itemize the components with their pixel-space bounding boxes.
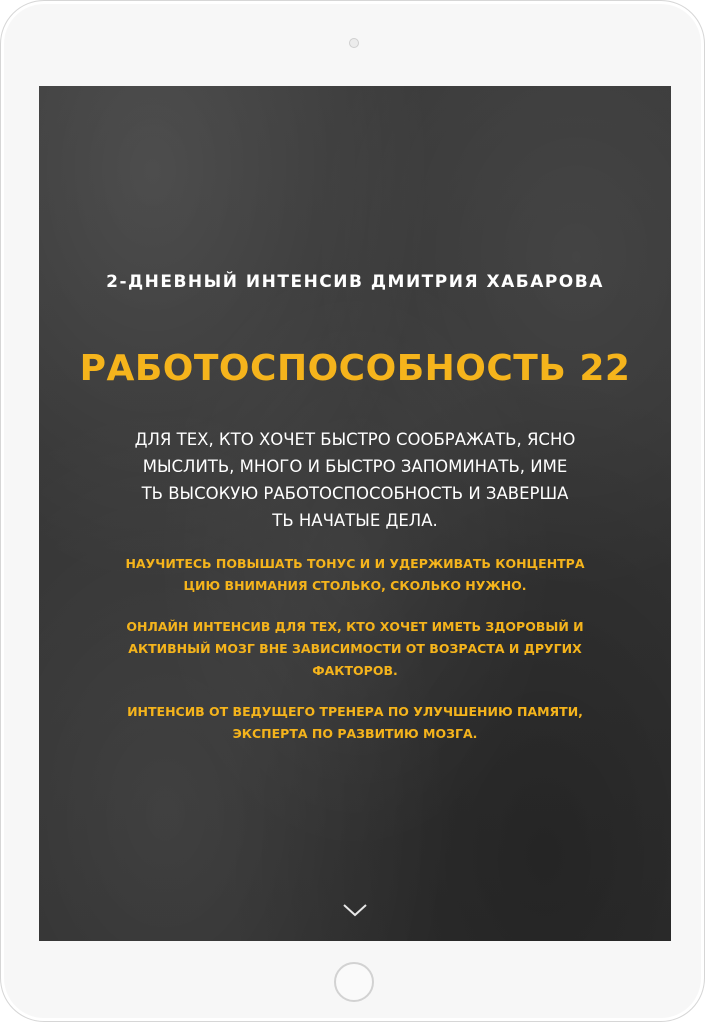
paragraph-line: ИНТЕНСИВ ОТ ВЕДУЩЕГО ТРЕНЕРА ПО УЛУЧШЕНИЮ ПАМЯТИ, [127,704,583,719]
hero-lead [125,426,585,534]
paragraph-line: ЦИЮ ВНИМАНИЯ СТОЛЬКО, СКОЛЬКО НУЖНО. [183,578,527,593]
camera-icon [349,38,359,48]
paragraph-line: ФАКТОРОВ. [312,663,398,678]
hero-lead-line: ТЬ ВЫСОКУЮ РАБОТОСПОСОБНОСТЬ И ЗАВЕРША [141,484,569,503]
hero-section [39,86,671,941]
home-button[interactable] [334,962,374,1002]
hero-lead-line: ДЛЯ ТЕХ, КТО ХОЧЕТ БЫСТРО СООБРАЖАТЬ, ЯСНО [134,430,576,449]
paragraph-line: НАУЧИТЕСЬ ПОВЫШАТЬ ТОНУС И И УДЕРЖИВАТЬ КОНЦЕНТРА [125,556,585,571]
hero-eyebrow: 2-ДНЕВНЫЙ ИНТЕНСИВ ДМИТРИЯ ХАБАРОВА [106,272,604,292]
paragraph-line: АКТИВНЫЙ МОЗГ ВНЕ ЗАВИСИМОСТИ ОТ ВОЗРАСТА И ДРУГИХ [128,641,582,656]
hero-paragraph-trainer [109,701,601,745]
hero-lead-line: МЫСЛИТЬ, МНОГО И БЫСТРО ЗАПОМИНАТЬ, ИМЕ [142,457,568,476]
paragraph-line: ЭКСПЕРТА ПО РАЗВИТИЮ МОЗГА. [232,726,478,741]
chevron-down-icon[interactable] [342,902,368,918]
paragraph-line: ОНЛАЙН ИНТЕНСИВ ДЛЯ ТЕХ, КТО ХОЧЕТ ИМЕТЬ ЗДОРОВЫЙ И [126,619,584,634]
hero-lead-line: ТЬ НАЧАТЫЕ ДЕЛА. [272,511,438,530]
hero-paragraph-online [109,616,601,682]
hero-title: РАБОТОСПОСОБНОСТЬ 22 [79,348,631,389]
hero-paragraph-focus [109,553,601,597]
